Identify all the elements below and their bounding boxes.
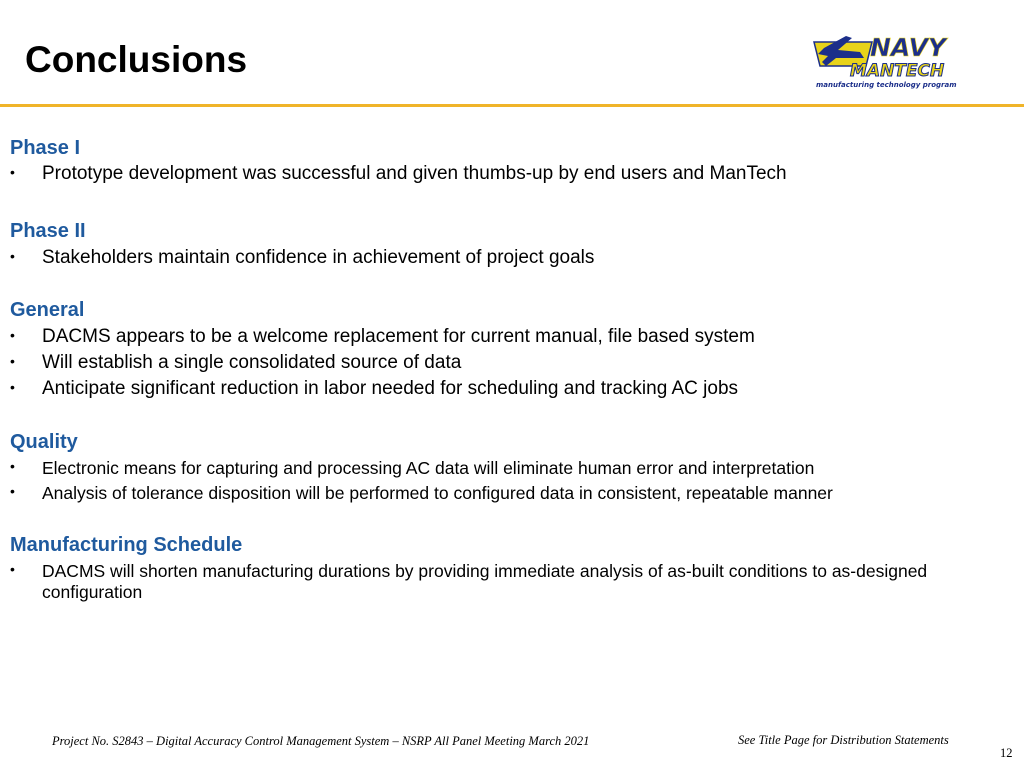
section-heading-phase-2: Phase II (10, 220, 86, 242)
bullet-text: Stakeholders maintain confidence in achievement of project goals (42, 247, 595, 268)
bullet-glyph: • (10, 561, 15, 577)
bullet-item (10, 458, 990, 479)
bullet-item (10, 483, 990, 504)
logo-word-navy: NAVY (870, 33, 947, 62)
section-heading-quality: Quality (10, 431, 78, 453)
logo-word-mantech: MANTECH (850, 61, 945, 81)
bullet-text: DACMS appears to be a welcome replacement for current manual, file based system (42, 326, 755, 347)
bullet-text: Electronic means for capturing and processing AC data will eliminate human error and interpretation (42, 458, 815, 478)
footer-distribution-statement: See Title Page for Distribution Statements (738, 733, 949, 747)
header-rule (0, 104, 1024, 107)
bullet-glyph: • (10, 164, 15, 180)
section-heading-manufacturing-schedule: Manufacturing Schedule (10, 534, 243, 556)
slide-title: Conclusions (25, 39, 248, 80)
bullet-text: Anticipate significant reduction in labor needed for scheduling and tracking AC jobs (42, 378, 739, 399)
section-heading-general: General (10, 299, 85, 321)
navy-mantech-logo (812, 32, 987, 90)
bullet-text: DACMS will shorten manufacturing durations by providing immediate analysis of as-built conditions to as-designed configuration (42, 561, 928, 602)
bullet-item (10, 326, 990, 348)
bullet-glyph: • (10, 458, 15, 474)
bullet-glyph: • (10, 379, 15, 395)
page-number: 12 (1000, 746, 1013, 760)
bullet-text: Will establish a single consolidated source of data (42, 352, 462, 373)
bullet-text: Analysis of tolerance disposition will be performed to configured data in consistent, repeatable manner (42, 483, 833, 503)
bullet-item (10, 561, 950, 603)
bullet-glyph: • (10, 327, 15, 343)
bullet-item (10, 247, 990, 269)
bullet-glyph: • (10, 248, 15, 264)
bullet-item (10, 163, 990, 185)
bullet-text: Prototype development was successful and given thumbs-up by end users and ManTech (42, 163, 787, 184)
bullet-item (10, 352, 990, 374)
bullet-item (10, 378, 990, 400)
section-heading-phase-1: Phase I (10, 137, 81, 159)
footer-project-info: Project No. S2843 – Digital Accuracy Control Management System – NSRP All Panel Meeting March 2021 (52, 734, 590, 748)
logo-tagline: manufacturing technology program (816, 81, 957, 89)
bullet-glyph: • (10, 353, 15, 369)
bullet-glyph: • (10, 483, 15, 499)
